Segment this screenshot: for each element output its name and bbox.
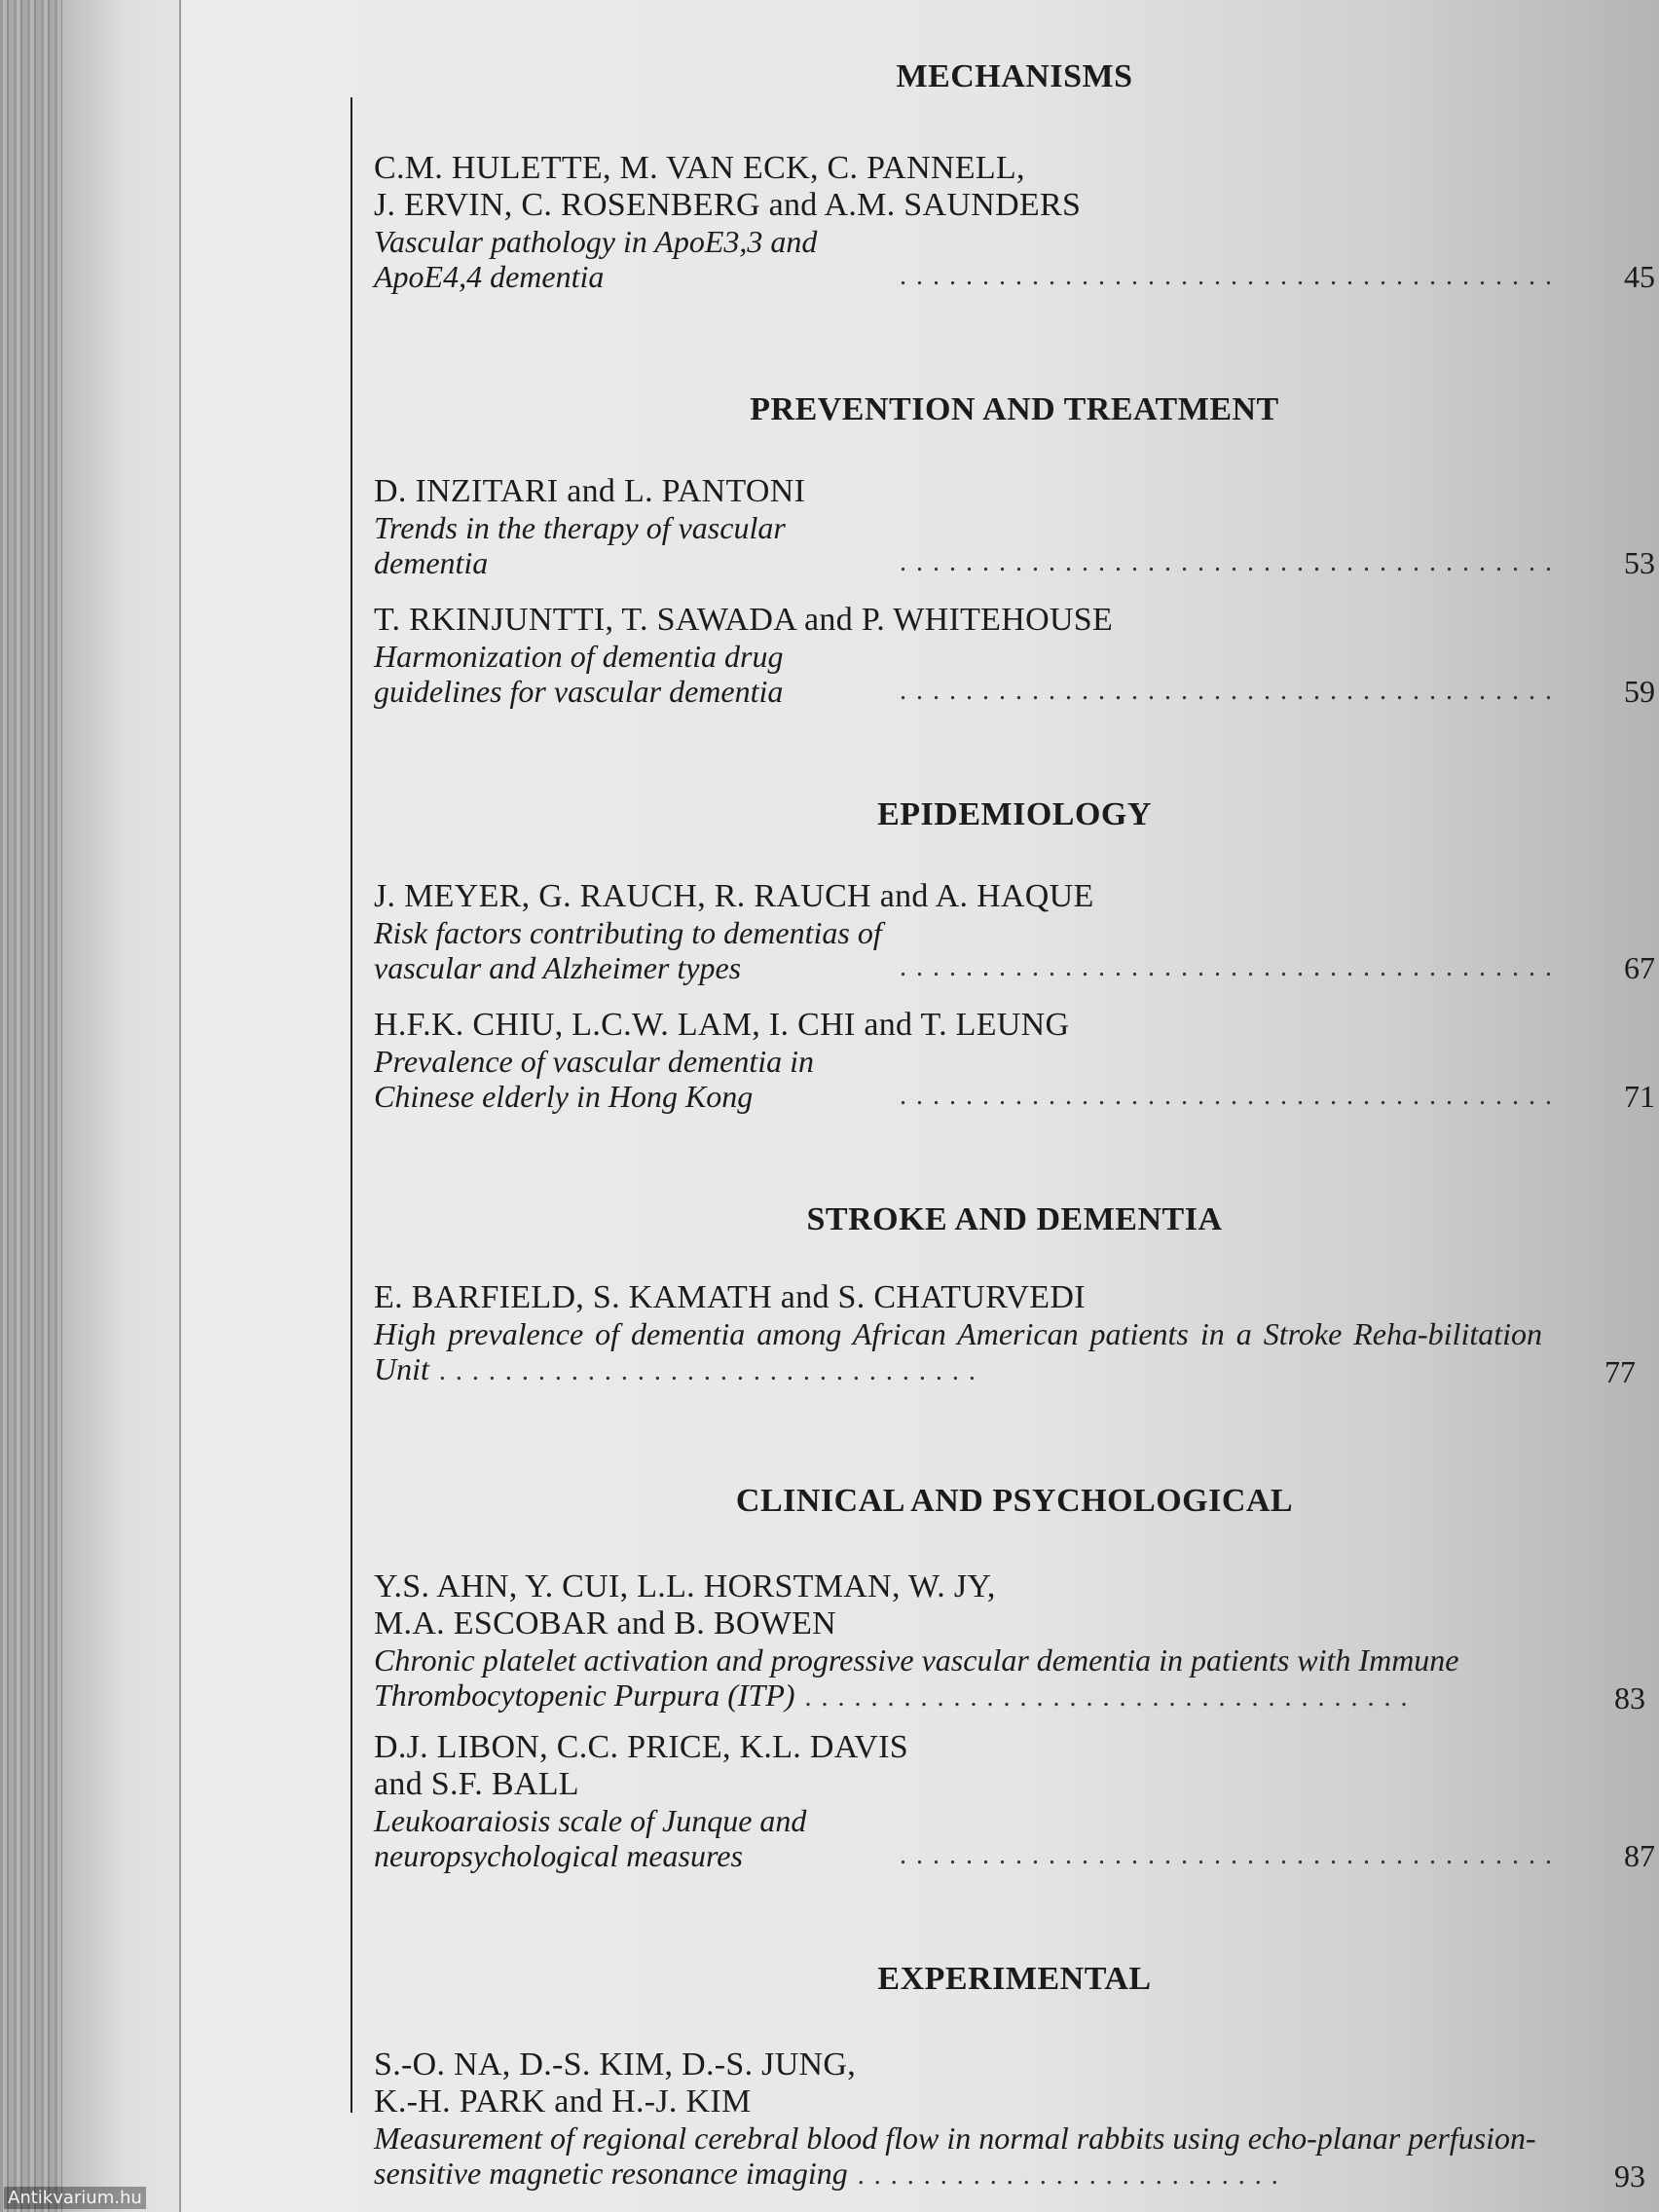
entry-authors-cont: J. ERVIN, C. ROSENBERG and A.M. SAUNDERS [374, 187, 1082, 223]
entry-title-row[interactable] [374, 510, 1655, 580]
entry-page-number: 59 [1624, 674, 1655, 709]
entry-authors: S.-O. NA, D.-S. KIM, D.-S. JUNG, [374, 2046, 857, 2083]
leader-dots: ........................................ [900, 547, 1562, 577]
entry-authors-cont: and S.F. BALL [374, 1766, 579, 1802]
entry-authors: H.F.K. CHIU, L.C.W. LAM, I. CHI and T. LEUNG [374, 1007, 1070, 1043]
leader-dots: ........................................ [900, 261, 1562, 291]
leader-dots: ................................. [438, 1356, 985, 1386]
toc-entry [374, 473, 1655, 580]
table-of-contents [374, 58, 1655, 2211]
leader-dots: .......................... [857, 2160, 1288, 2191]
section-title: PREVENTION AND TREATMENT [750, 391, 1279, 427]
toc-entry [374, 150, 1655, 294]
section-experimental [374, 1961, 1655, 2194]
book-spine [0, 0, 62, 2212]
leader-dots: ........................................ [900, 1840, 1562, 1870]
entry-title-row[interactable] [374, 1316, 1655, 1389]
section-epidemiology [374, 796, 1655, 1114]
section-title: EXPERIMENTAL [877, 1961, 1152, 1997]
entry-authors: T. RKINJUNTTI, T. SAWADA and P. WHITEHOUSE [374, 602, 1114, 638]
entry-authors: J. MEYER, G. RAUCH, R. RAUCH and A. HAQUE [374, 878, 1094, 914]
entry-page-number: 87 [1624, 1838, 1655, 1873]
entry-title: Vascular pathology in ApoE3,3 and ApoE4,4 dementia [374, 224, 818, 294]
entry-authors: Y.S. AHN, Y. CUI, L.L. HORSTMAN, W. JY, [374, 1568, 996, 1604]
entry-page-number: 77 [1604, 1354, 1636, 1389]
entry-title-row[interactable] [374, 1803, 1655, 1873]
toc-entry [374, 878, 1655, 985]
toc-entry [374, 1279, 1655, 1389]
entry-page-number: 53 [1624, 545, 1655, 580]
toc-entry [374, 602, 1655, 709]
entry-title: Trends in the therapy of vascular dementia [374, 510, 786, 580]
entry-page-number: 71 [1624, 1079, 1655, 1114]
entry-authors: E. BARFIELD, S. KAMATH and S. CHATURVEDI [374, 1279, 1086, 1315]
entry-title: Measurement of regional cerebral blood flow in normal rabbits using echo-planar perfusion-sensitive magnetic resonance imaging [374, 2120, 1536, 2191]
page-gutter [62, 0, 181, 2212]
entry-page-number: 93 [1614, 2158, 1645, 2194]
entry-page-number: 67 [1624, 950, 1655, 985]
watermark-logo: Antikvarium.hu [4, 2187, 146, 2209]
section-title: CLINICAL AND PSYCHOLOGICAL [735, 1483, 1294, 1519]
entry-title-row[interactable] [374, 639, 1655, 709]
section-prevention-treatment [374, 391, 1655, 709]
toc-entry [374, 1568, 1655, 1715]
entry-title: Chronic platelet activation and progressive vascular dementia in patients with Immune Thrombocytopenic Purpura (ITP) [374, 1642, 1459, 1713]
section-stroke-dementia [374, 1201, 1655, 1389]
left-margin-rule [350, 97, 352, 2113]
entry-authors: C.M. HULETTE, M. VAN ECK, C. PANNELL, [374, 150, 1025, 186]
entry-page-number: 45 [1624, 259, 1655, 294]
entry-title: Risk factors contributing to dementias of vascular and Alzheimer types [374, 915, 882, 985]
entry-title: High prevalence of dementia among African American patients in a Stroke Reha-bilitation Unit [374, 1316, 1542, 1386]
entry-title-row[interactable] [374, 2120, 1655, 2194]
entry-title-row[interactable] [374, 1642, 1655, 1715]
leader-dots: ..................................... [804, 1682, 1418, 1713]
entry-title: Harmonization of dementia drug guidelines for vascular dementia [374, 639, 784, 709]
entry-title-row[interactable] [374, 915, 1655, 985]
toc-entry [374, 1007, 1655, 1114]
entry-authors-cont: M.A. ESCOBAR and B. BOWEN [374, 1605, 837, 1641]
leader-dots: ........................................ [900, 1081, 1562, 1111]
entry-authors: D.J. LIBON, C.C. PRICE, K.L. DAVIS [374, 1729, 908, 1765]
section-title: MECHANISMS [896, 58, 1133, 94]
leader-dots: ........................................ [900, 676, 1562, 706]
toc-entry [374, 1729, 1655, 1873]
entry-title-row[interactable] [374, 1044, 1655, 1114]
entry-page-number: 83 [1614, 1680, 1645, 1715]
entry-title: Prevalence of vascular dementia in Chinese elderly in Hong Kong [374, 1044, 814, 1114]
entry-authors: D. INZITARI and L. PANTONI [374, 473, 806, 509]
section-clinical-psychological [374, 1483, 1655, 1873]
section-mechanisms [374, 58, 1655, 294]
section-title: STROKE AND DEMENTIA [806, 1201, 1223, 1237]
entry-title-row[interactable] [374, 224, 1655, 294]
entry-authors-cont: K.-H. PARK and H.-J. KIM [374, 2083, 752, 2120]
section-title: EPIDEMIOLOGY [877, 796, 1152, 832]
leader-dots: ........................................ [900, 952, 1562, 982]
toc-entry [374, 2046, 1655, 2194]
entry-title: Leukoaraiosis scale of Junque and neuropsychological measures [374, 1803, 807, 1873]
